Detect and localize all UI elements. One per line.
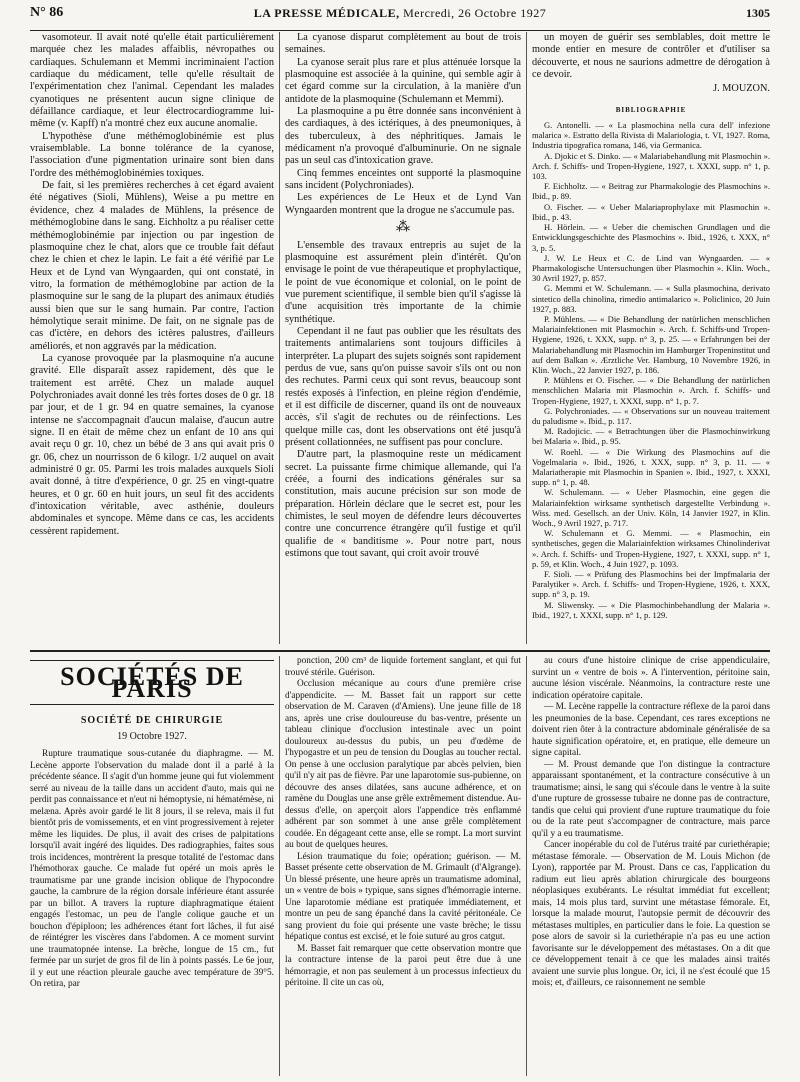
paragraph: Cependant il ne faut pas oublier que les résultats des traitements antimalariens sont toujours difficiles à interpréter. La plupart des sujets soignés sont rapidement perdus de vue, sans qu'on puisse savoir s'ils ont ou non des rechutes. Parmi ceux qui sont revus, beaucoup sont restés exposés à l'infection, en pleine région d'endémie, et il est difficile de discerner, quand ils ont de nouveaux accès, s'il s'agit de rechutes ou de réinfections. Les quelque mille cas, dont les observations ont été jusqu'à présent collationnées, ne suffisent pas pour conclure. xyxy=(285,325,521,448)
paragraph: La plasmoquine a pu être donnée sans inconvénient à des cardiaques, à des ictériques, à des pneumoniques, à des tuberculeux, à des néphritiques. Jamais le médicament n'a provoqué d'albuminurie. On ne signale pas un seul cas d'intoxication grave. xyxy=(285,106,521,167)
column-1 xyxy=(30,32,274,644)
bibliography-entry: W. Roehl. — « Die Wirkung des Plasmochins auf die Vogelmalaria ». Ibid., 1926, t. XXX, supp. n° 3, p. 11. — « Malariatherapie mit Plasmochin in Spanien ». Ibid., 1927, t. XXXI, supp. n° 1, p. 48. xyxy=(532,446,770,488)
journal-title: LA PRESSE MÉDICALE, xyxy=(253,6,404,20)
paragraph: Cinq femmes enceintes ont supporté la plasmoquine sans incident (Polychroniades). xyxy=(285,167,521,192)
lower-column-1-text xyxy=(30,749,274,991)
session-date: 19 Octobre 1927. xyxy=(117,731,187,743)
column-divider xyxy=(526,32,527,644)
lower-column-3 xyxy=(532,656,770,1076)
bibliography xyxy=(532,120,770,620)
paragraph: D'autre part, la plasmoquine reste un médicament secret. La puissante firme chimique allemande, qui l'a créée, a fourni des indications générales sur sa constitution, mais aucune précision sur son mode de préparation. Hörlein déclare que le secret est, pour les chimistes, le seul moyen de défendre leurs découvertes contre une concurrence étrangère qu'il fustige et qu'il qualifie de « banditisme ». Pour notre part, nous estimons que tout savant, qui croit avoir trouvé xyxy=(285,449,521,560)
bibliography-entry: W. Schulemann et G. Memmi. — « Plasmochin, ein synthetisches, gegen die Malariainfektion wirksames Chinolinderivat ». Arch. f. Schiffs- und Tropen-Hygiene, 1927, t. XXXI, supp. n° 1, p. 59, et Klin. Woch., 4 Juin 1927, p. 1093. xyxy=(532,528,770,569)
paragraph: L'hypothèse d'une méthémoglobinémie est plus vraisemblable. La bonne tolérance de la cyanose, l'association d'une pigmentation urinaire sont bien dans l'ordre des méthémoglobinémies toxiques. xyxy=(30,130,274,179)
page-number: 1305 xyxy=(746,6,770,20)
report-paragraph: Rupture traumatique sous-cutanée du diaphragme. — M. Lecène apporte l'observation du malade dont il a parlé à la précédente séance. Il s'agit d'un homme jeune qui fut violemment serré au niveau de la taille dans un accident d'auto, mais qui ne perdit pas connaissance et n'eut ni hémoptysie, ni hématémèse, ni melæna. Après avoir gardé le lit 8 jours, il se releva, mais il fut bientôt pris de vomissements, et en vint progressivement à rejeter même les liquides. De plus, il avait des crises de palpitations lorsqu'il avait ingéré des liquides. Des radiographies, faites sous trois incidences, montrèrent la presque totalité de l'estomac dans l'hémothorax gauche. Ce malade fut opéré un mois après le traumatisme par une grande incision oblique de l'hypocondre gauche, la cambrure de la région dorsale inférieure étant assurée par un billot. A travers la rupture diaphragmatique étaient engagés l'estomac, un peu de l'angle colique gauche et un bouchon d'épiploon; les adhérences étant fort lâches, il fut aisé de réintégrer les viscères dans l'abdomen. A ce moment survint une traumatopnée intense. La brèche, longue de 15 cm., fut fermée par un surjet de gros fil de lin à points passés. Le 6e jour, il y eut une réaction pleurale gauche avec température de 39°5. On retira, par xyxy=(30,749,274,990)
bibliography-entry: A. Djokic et S. Dinko. — « Malariabehandlung mit Plasmochin ». Arch. f. Schiffs- und Tropen-Hygiene, 1927, t. XXXI, supp. n° 1, p. 103. xyxy=(532,150,770,182)
issue-date: Mercredi, 26 Octobre 1927 xyxy=(403,6,547,20)
bibliography-entry: G. Antonelli. — « La plasmochina nella cura dell' infezione malarica ». Estratto della Rivista di Malariologia, t. VI, 1927. Roma, Industria tipografica romana, 146, via Germanica. xyxy=(532,120,770,151)
bibliography-entry: M. Radojicic. — « Betrachtungen über die Plasmochinwirkung bei Malaria ». Ibid., p. 95. xyxy=(532,426,770,447)
issue-number: N° 86 xyxy=(30,5,64,20)
bibliography-entry: J. W. Le Heux et C. de Lind van Wyngaarden. — « Pharmakologische Untersuchungen über Plasmochin ». Klin. Woch., 30 Avril 1927, p. 857. xyxy=(532,252,770,284)
column-2 xyxy=(285,32,521,644)
report-paragraph: — M. Proust demande que l'on distingue la contracture apparaissant spontanément, et la contracture consécutive à un traumatisme; ainsi, le sang qui s'écoule dans le ventre à la suite d'une rupture de grossesse tubaire ne donne pas de contracture, tandis que celui qui provient d'une rupture traumatique du foie ou de la rate peut s'accompagner de contracture, mais parce qu'il y a eu traumatisme. xyxy=(532,759,770,839)
bibliography-entry: G. Memmi et W. Schulemann. — « Sulla plasmochina, derivato sintetico della chinolina, rimedio antimalarico ». Policlinico, 20 Juin 1927, p. 883. xyxy=(532,283,770,314)
section-separator xyxy=(30,650,770,652)
bibliography-entry: H. Hörlein. — « Ueber die chemischen Grundlagen und die Entwicklungsgeschichte des Plasmochins ». Ibid., 1926, t. XXX, n° 3, p. 5. xyxy=(532,222,770,253)
column-divider xyxy=(526,656,527,1076)
section-break-stars: ⁂ xyxy=(396,220,410,236)
paragraph: La cyanose serait plus rare et plus atténuée lorsque la plasmoquine est associée à la quinine, qui semble agir à cet égard comme sur la circulation, à la manière d'un antidote de la plasmoquine (Schulemann et Memmi). xyxy=(285,56,521,105)
bibliography-entry: M. Sliwensky. — « Die Plasmochinbehandlung der Malaria ». Ibid., 1927, t. XXXI, supp. n° 1, p. 129. xyxy=(532,599,770,620)
bibliography-entry: O. Fischer. — « Ueber Malariaprophylaxe mit Plasmochin ». Ibid., p. 43. xyxy=(532,201,770,222)
report-paragraph: au cours d'une histoire clinique de crise appendiculaire, survint un « ventre de bois ». A l'intervention, péritoine sain, aucune lésion viscérale. Néanmoins, la contracture reste une indication opératoire capitale. xyxy=(532,656,770,701)
report-paragraph: ponction, 200 cm³ de liquide fortement sanglant, et qui fut trouvé stérile. Guérison. xyxy=(285,656,521,678)
lower-column-1 xyxy=(30,656,274,1076)
lower-column-2 xyxy=(285,656,521,1076)
column-divider xyxy=(279,656,280,1076)
page-header xyxy=(30,2,770,31)
paragraph: De fait, si les premières recherches à cet égard avaient été négatives (Sioli, Mühlens), Weise a pu mettre en évidence, chez 4 malades de Mühlens, la présence de méthémoglobine dans le sang. Eichholtz a pu réaliser cette méthémoglobinémie par injection ou par ingestion de plasmoquine chez le chat, alors que ce trouble fait défaut chez le chien et chez le lapin. Le fait a été vérifié par Le Heux et de Lynd van Wyngaarden, qui ont constaté, in vitro, la formation de méthémoglobine par action de la plasmoquine sur le sang de la plupart des animaux étudiés aussi bien que sur le sang humain. Par contre, l'action hémolytique serait minime. De fait, on ne signale pas de cas d'ictère, en dehors des ictères palustres, d'ailleurs améliorés, et non aggravés par la médication. xyxy=(30,180,274,352)
paragraph: La cyanose provoquée par la plasmoquine n'a aucune gravité. Elle disparaît assez rapidement, dès que le traitement est arrêté. Chez un malade auquel Polychroniades avait donné les très fortes doses de 0 gr. 18 par jour, et de 1 gr. 94 en quatre semaines, la cyanose intense ne s'accompagnait d'aucun malaise, d'aucun autre signe. Il en était de même chez un enfant de 10 ans qui avait reçu 0 gr. 10, chez un bébé de 3 ans qui avait pris 0 gr. 06, chez un nourrisson de 6 kilogr. 1/2 auquel on avait administré 0 gr. 05. Parmi les trois malades auxquels Sioli avait donné, à titre d'expérience, 0 gr. 25 en vingt-quatre heures, et 0 gr. 60 en huit jours, un seul fit des accidents d'intoxication véritable, avec asthénie, douleurs abdominales et syncope. Même dans ce cas, les accidents cessèrent rapidement. xyxy=(30,352,274,537)
bibliography-entry: F. Sioli. — « Prüfung des Plasmochins bei der Impfmalaria der Paralytiker ». Arch. f. Schiffs- und Tropen-Hygiene, 1926, t. XXX, supp. n° 3, p. 19. xyxy=(532,569,770,600)
bibliography-entry: F. Eichholtz. — « Beitrag zur Pharmakologie des Plasmochins ». Ibid., p. 89. xyxy=(532,181,770,202)
bibliography-entry: G. Polychroniades. — « Observations sur un nouveau traitement du paludisme ». Ibid., p. 117. xyxy=(532,405,770,426)
bibliography-entry: W. Schulemann. — « Ueber Plasmochin, eine gegen die Malariainfektion wirksame synthetisch dargestellte Verbindung ». Wiss. med. Gesellsch. an der Univ. Köln, 14 Janvier 1927, in Klin. Woch., 9 Avril 1927, p. 717. xyxy=(532,487,770,528)
section-title: SOCIÉTÉS DE PARIS xyxy=(30,660,274,705)
paragraph: L'ensemble des travaux entrepris au sujet de la plasmoquine est assurément plein d'intérêt. Qu'on envisage le point de vue thérapeutique et prophylactique, le point de vue économique et colonial, on le point de vue purement scientifique, il semble bien qu'il s'agisse là d'une acquisition très importante de la chimie synthétique. xyxy=(285,239,521,325)
report-paragraph: Occlusion mécanique au cours d'une première crise d'appendicite. — M. Basset fait un rapport sur cette observation de M. Caraven (d'Amiens). Une jeune fille de 18 ans, après une crise douloureuse du bas-ventre, présente un tableau clinique d'occlusion intestinale avec un point douloureux au-dessus du pubis, un peu d'œdème de l'hypogastre et un peu de tension du Douglas au toucher rectal. On pense à une occlusion paralytique par abcès pelvien, bien qu'il n'y ait pas de fièvre. Par une laparotomie sus-pubienne, on découvre des anses dilatées, sans aucune adhérence, et on ramène du Douglas une anse grêle extrêmement distendue. Au-dessus d'elle, on aperçoit alors l'appendice très enflammé adhérent par son sommet à une anse grêle complètement coudée. En dégageant cette anse, elle se rompt. La mort survint au bout de quelques heures. xyxy=(285,679,521,850)
report-paragraph: — M. Lecène rappelle la contracture réflexe de la paroi dans les pneumonies de la base. Cependant, ces rares exceptions ne doivent rien ôter à la contracture abdominale généralisée de sa haute signification opératoire, et, en pratique, elle demeure un signe capital. xyxy=(532,702,770,758)
report-paragraph: M. Basset fait remarquer que cette observation montre que la contracture intense de la paroi peut être due à une hémorragie, et non pas seulement à un processus infectieux du péritoine. Il cite un cas où, xyxy=(285,943,521,988)
report-paragraph: Lésion traumatique du foie; opération; guérison. — M. Basset présente cette observation de M. Grimault (d'Algrange). Un blessé présente, une heure après un traumatisme adominal, un « ventre de bois » typique, sans signes d'hémorragie interne. Une laparotomie médiane est pratiquée immédiatement, et montre un peu de sang épanché dans la cavité péritonéale. Ce sang provient du foie qui présente une vaste brèche; le tissu hépatique contus est excisé, et le foie suturé au gros catgut. xyxy=(285,851,521,942)
society-name: SOCIÉTÉ DE CHIRURGIE xyxy=(80,714,224,726)
paragraph: un moyen de guérir ses semblables, doit mettre le monde entier en mesure de contrôler et d'utiliser sa découverte, et nous ne saurions admettre de dérogation à ce devoir. xyxy=(532,32,770,81)
paragraph: Les expériences de Le Heux et de Lynd Van Wyngaarden montrent que la drogue ne s'accumule pas. xyxy=(285,192,521,216)
report-paragraph: Cancer inopérable du col de l'utérus traité par curiethérapie; métastase fémorale. — Observation de M. Louis Michon (de Lyon), rapportée par M. Proust. Dans ce cas, l'application du radium eut lieu après ablation chirurgicale des bourgeons néoplasiques exubérants. Le résultat immédiat fut excellent; mais, 14 mois plus tard, survint une métastase fémorale. Et, lorsque la malade mourut, l'autopsie permit de découvrir des métastases multiples, en particulier dans le foie. La question se pose alors de savoir si la curiethérapie n'a pas eu une action favorisante sur le développement des métastases. On a dit que ce développement tenait à ce que les malades ainsi traités avaient une survie plus longue. Or, ici, il ne s'est écoulé que 15 mois; et, d'ailleurs, ce raisonnement ne semble xyxy=(532,840,770,988)
bibliography-heading: BIBLIOGRAPHIE xyxy=(615,105,687,114)
author-signature: J. MOUZON. xyxy=(713,83,770,95)
paragraph: vasomoteur. Il avait noté qu'elle était particulièrement marquée chez les malades affaiblis, névropathes ou cardiaques. Schulemann et Memmi incriminaient l'action cardiaque du médicament, telle qu'elle résultait de l'expérimentation chez l'animal. Cependant les malades cyanotiques ne présentent aucun signe clinique de défaillance cardiaque, et leur électrocardiogramme lui-même (v. Kapff) n'a montré chez eux aucune anomalie. xyxy=(30,32,274,130)
bibliography-entry: P. Mühlens et O. Fischer. — « Die Behandlung der natürlichen menschlichen Malaria mit Plasmochin ». Arch. f. Schiffs- und Tropen-Hygiene, 1927, t. XXXI, supp. n° 1, p. 7. xyxy=(532,375,770,406)
column-divider xyxy=(279,32,280,644)
conclusion-text xyxy=(532,32,770,81)
paragraph: La cyanose disparut complètement au bout de trois semaines. xyxy=(285,32,521,56)
bibliography-entry: P. Mühlens. — « Die Behandlung der natürlichen menschlichen Malariainfektionen mit Plasmochin ». Arch. f. Schiffs-und Tropen-Hygiene, 1926, t. XXX, supp. n° 3, p. 25. — « Erfahrungen bei der Malariabehandlung mit Plasmochin im Hamburger Tropeninstitut und auf dem Balkan ». Ærztliche Ver. Hamburg, 10 Novembre 1926, in Klin. Woch., 22 Janvier 1927, p. 186. xyxy=(532,313,770,375)
column-3 xyxy=(532,32,770,644)
